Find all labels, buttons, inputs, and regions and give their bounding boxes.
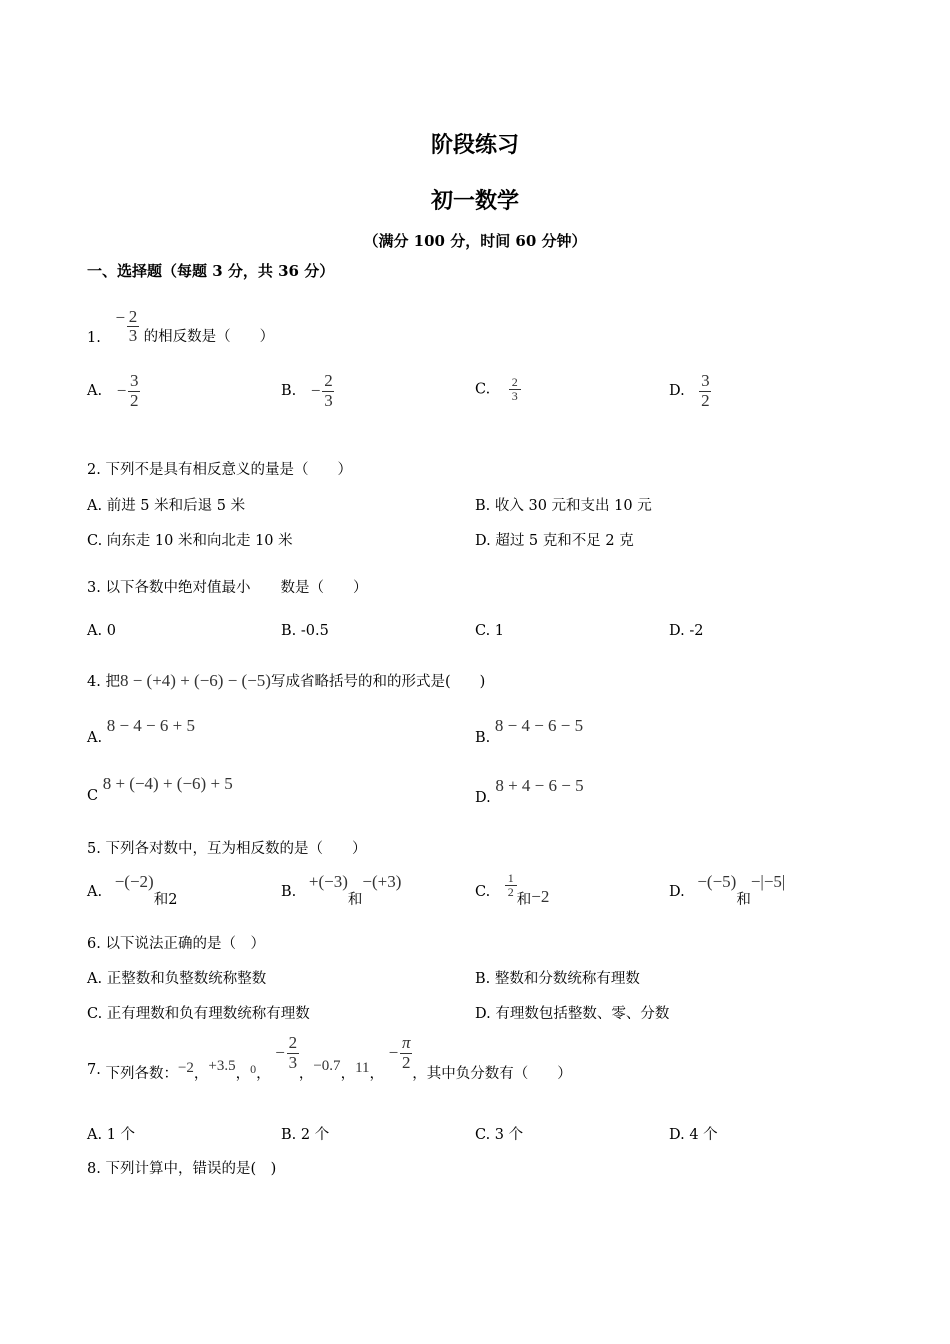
option-c[interactable]: C. $\frac{1}{2}$ 和−2	[475, 871, 550, 908]
question-stem: 下列各对数中，互为相反数的是（ ）	[105, 841, 367, 857]
question-number: 1.	[87, 330, 101, 346]
option-b[interactable]: B. 2 个	[281, 1127, 330, 1143]
question-5	[87, 837, 366, 858]
question-stem: 写成省略括号的和的形式是( )	[270, 674, 486, 690]
option-d[interactable]: D. 超过 5 克和不足 2 克	[475, 533, 634, 549]
question-number: 2.	[87, 462, 101, 478]
option-label: D.	[669, 383, 685, 400]
option-c[interactable]: C 8 + (−4) + (−6) + 5	[87, 774, 233, 804]
fraction: $\frac{\pi}{2}$	[401, 1033, 411, 1072]
option-a[interactable]: A. 正整数和负整数统称整数	[87, 971, 267, 987]
option-b[interactable]: B. +(−3)和−(+3)	[281, 872, 402, 908]
question-2	[87, 458, 352, 479]
option-label: C.	[475, 381, 491, 398]
option-b[interactable]: B. − $\frac{2}{3}$	[281, 371, 333, 410]
math-expression: 8 − 4 − 6 + 5	[106, 716, 195, 735]
option-c[interactable]: C. 3 个	[475, 1127, 524, 1143]
option-b[interactable]: B. 8 − 4 − 6 − 5	[475, 716, 584, 746]
math-expression: −(−5)	[697, 872, 737, 891]
math-expression: −(−2)	[114, 872, 154, 891]
fraction: $\frac{1}{2}$	[505, 872, 517, 899]
question-stem: 的相反数是（ ）	[143, 329, 275, 345]
option-d[interactable]: D. 8 + 4 − 6 − 5	[475, 776, 584, 806]
math-expression: 8 − 4 − 6 − 5	[494, 716, 584, 735]
math-expression: 8 − (+4) + (−6) − (−5)	[119, 671, 271, 690]
question-8	[87, 1157, 276, 1178]
question-number: 7.	[87, 1062, 101, 1078]
math-expression: 8 + (−4) + (−6) + 5	[102, 774, 233, 793]
question-number: 5.	[87, 841, 101, 857]
option-d[interactable]: D. -2	[669, 623, 704, 639]
fraction: $\frac{3}{2}$	[130, 371, 139, 410]
fraction: $\frac{2}{3}$	[324, 371, 333, 410]
section-heading: 一、选择题（每题 3 分，共 36 分）	[87, 262, 335, 280]
option-a[interactable]: A. 8 − 4 − 6 + 5	[87, 716, 195, 746]
question-stem: 下列计算中，错误的是( )	[105, 1161, 277, 1177]
fraction: $\frac{2}{3}$	[509, 376, 521, 403]
math-expression: 8 + 4 − 6 − 5	[495, 776, 584, 795]
question-3: 3. 以下各数中绝对值最小 数是（ ）	[87, 580, 368, 596]
question-number: 3.	[87, 580, 101, 596]
option-a[interactable]: A. 0	[87, 623, 116, 639]
option-b[interactable]: B. -0.5	[281, 623, 329, 639]
fraction: $\frac{2}{3}$	[288, 1033, 298, 1072]
question-6	[87, 932, 265, 953]
fraction: $\frac{3}{2}$	[701, 371, 710, 410]
question-stem: 以下各数中绝对值最小	[105, 580, 251, 596]
fraction: $\frac{2}{3}$	[128, 306, 138, 346]
question-stem: 以下说法正确的是（ ）	[105, 936, 265, 952]
question-stem: ，其中负分数有（ ）	[412, 1066, 572, 1082]
question-stem: 下列不是具有相反意义的量是（ ）	[105, 462, 352, 478]
option-a[interactable]: A. − $\frac{3}{2}$	[87, 371, 139, 410]
math-expression: +(−3)	[308, 872, 348, 891]
question-number: 8.	[87, 1161, 101, 1177]
option-d[interactable]	[669, 372, 711, 410]
question-7: 7. 下列各数：−2，+3.5，0， − $\frac{2}{3}$ ，−0.7，11， − $\frac{\pi}{2}$ ，其中负分数有（ ）	[87, 1033, 572, 1082]
option-a[interactable]: A. 前进 5 米和后退 5 米	[87, 498, 246, 514]
fraction-sign: −	[115, 307, 126, 327]
question-number: 4.	[87, 674, 101, 690]
option-a[interactable]: A. 1 个	[87, 1127, 136, 1143]
option-c[interactable]	[475, 376, 521, 403]
option-label: A.	[87, 383, 103, 400]
subject-title: 初一数学	[430, 188, 519, 214]
option-d[interactable]: D. 有理数包括整数、零、分数	[475, 1006, 670, 1022]
exam-info: （满分 100 分，时间 60 分钟）	[363, 232, 587, 250]
option-c[interactable]: C. 1	[475, 623, 505, 639]
option-c[interactable]: C. 正有理数和负有理数统称有理数	[87, 1006, 310, 1022]
option-b[interactable]: B. 整数和分数统称有理数	[475, 971, 640, 987]
question-4: 4. 把8 − (+4) + (−6) − (−5)写成省略括号的和的形式是( )	[87, 671, 486, 690]
question-1	[87, 290, 274, 346]
question-number: 6.	[87, 936, 101, 952]
option-d[interactable]: D. 4 个	[669, 1127, 718, 1143]
page-title: 阶段练习	[430, 132, 519, 158]
option-c[interactable]: C. 向东走 10 米和向北走 10 米	[87, 533, 293, 549]
option-a[interactable]: A. −(−2)和2	[87, 872, 178, 908]
option-label: B.	[281, 383, 297, 400]
option-b[interactable]: B. 收入 30 元和支出 10 元	[475, 498, 652, 514]
option-d[interactable]: D. −(−5)和−|−5|	[669, 872, 786, 908]
